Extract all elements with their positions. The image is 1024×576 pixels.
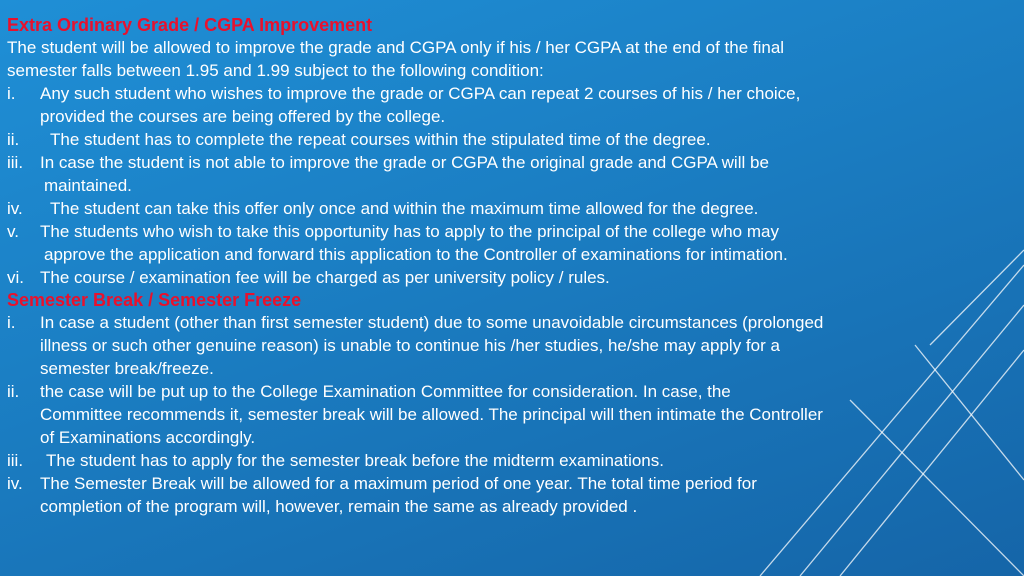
item-number: vi. (7, 268, 24, 287)
item-line: The course / examination fee will be charged as per university policy / rules. (40, 268, 610, 287)
item-line: Committee recommends it, semester break will be allowed. The principal will then intimate the Controller (40, 405, 823, 424)
item-number: ii. (7, 130, 20, 149)
item-line: of Examinations accordingly. (40, 428, 256, 447)
item-line: completion of the program will, however, remain the same as already provided . (40, 497, 638, 516)
item-line: The student has to apply for the semester break before the midterm examinations. (46, 451, 664, 470)
section-title-semester-break: Semester Break / Semester Freeze (7, 290, 302, 310)
item-line: The student can take this offer only once and within the maximum time allowed for the degree. (50, 199, 759, 218)
item-number: iii. (7, 451, 24, 470)
intro-line: semester falls between 1.95 and 1.99 subject to the following condition: (7, 61, 544, 80)
list-item (7, 311, 1019, 380)
item-number: i. (7, 84, 16, 103)
item-number: i. (7, 313, 16, 332)
slide-content (7, 14, 1019, 518)
list-item (7, 197, 1019, 220)
item-number: iv. (7, 199, 23, 218)
list-item (7, 449, 1019, 472)
list-item (7, 151, 1019, 197)
item-number: ii. (7, 382, 20, 401)
list-item (7, 220, 1019, 266)
intro-line: The student will be allowed to improve the grade and CGPA only if his / her CGPA at the end of the final (7, 38, 785, 57)
item-line: approve the application and forward this application to the Controller of examinations for intimation. (44, 245, 788, 264)
section-title-grade-improvement: Extra Ordinary Grade / CGPA Improvement (7, 15, 373, 35)
item-line: In case the student is not able to improve the grade or CGPA the original grade and CGPA will be (40, 153, 769, 172)
item-line: In case a student (other than first semester student) due to some unavoidable circumstances (prolonged (40, 313, 824, 332)
item-number: iv. (7, 474, 23, 493)
list-item (7, 380, 1019, 449)
item-line: the case will be put up to the College Examination Committee for consideration. In case, the (40, 382, 731, 401)
list-item (7, 472, 1019, 518)
item-line: provided the courses are being offered by the college. (40, 107, 446, 126)
list-item (7, 266, 1019, 289)
item-line: The students who wish to take this opportunity has to apply to the principal of the college who may (40, 222, 779, 241)
item-line: semester break/freeze. (40, 359, 214, 378)
item-number: v. (7, 222, 19, 241)
item-line: The Semester Break will be allowed for a maximum period of one year. The total time period for (40, 474, 757, 493)
list-item (7, 82, 1019, 128)
item-line: illness or such other genuine reason) is unable to continue his /her studies, he/she may apply for a (40, 336, 780, 355)
list-item (7, 128, 1019, 151)
item-line: Any such student who wishes to improve the grade or CGPA can repeat 2 courses of his / her choice, (40, 84, 801, 103)
item-line: maintained. (44, 176, 132, 195)
item-line: The student has to complete the repeat courses within the stipulated time of the degree. (50, 130, 711, 149)
item-number: iii. (7, 153, 24, 172)
